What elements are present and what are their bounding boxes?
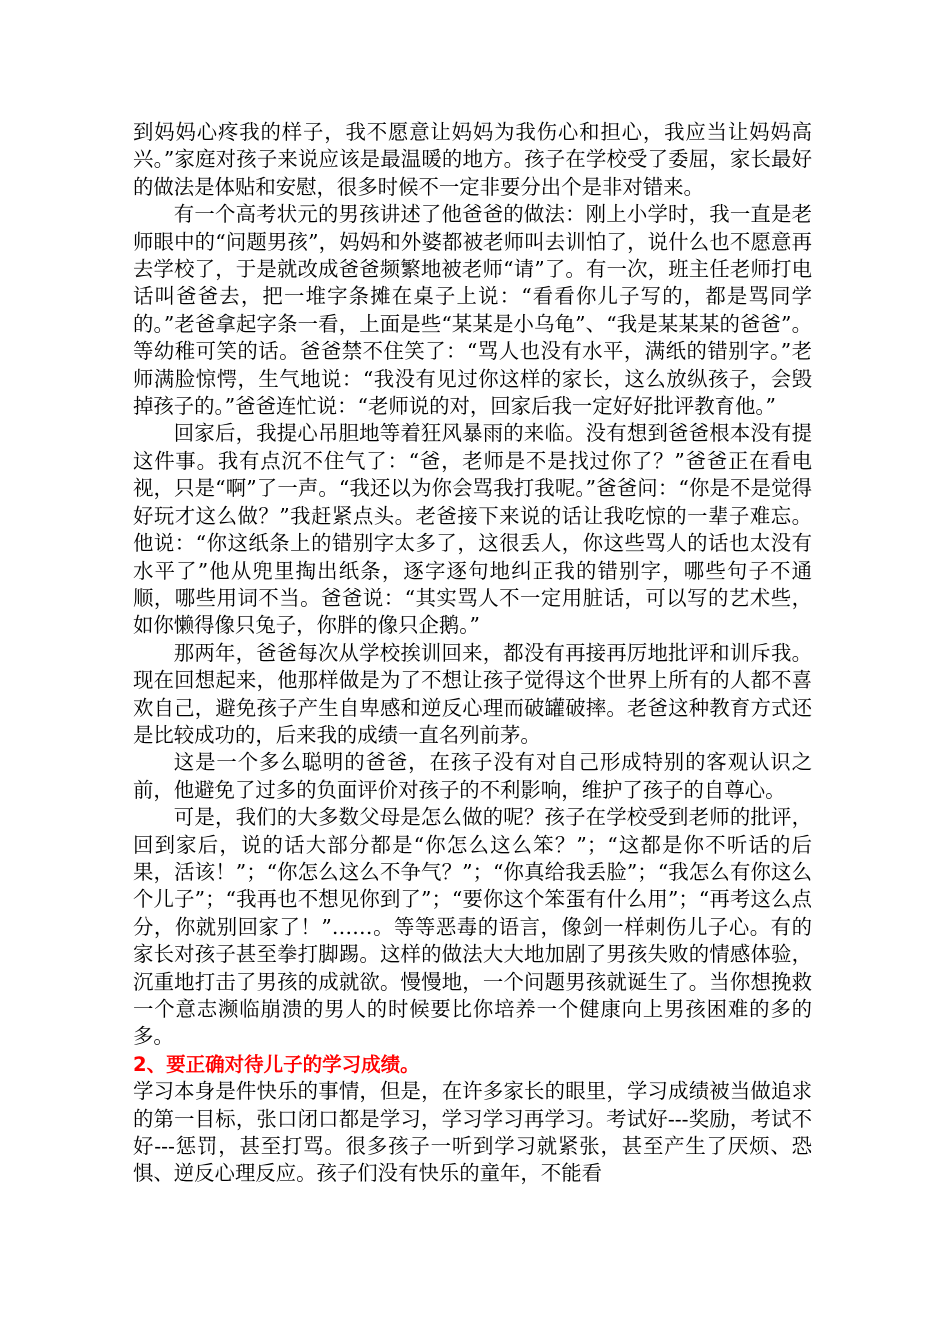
paragraph-continuation: 到妈妈心疼我的样子，我不愿意让妈妈为我伤心和担心，我应当让妈妈高兴。”家庭对孩子来说应该是最温暖的地方。孩子在学校受了委屈，家长最好的做法是体贴和安慰，很多时候不一定非要分出个是非对错来。 xyxy=(133,120,812,199)
section-heading: 2、要正确对待儿子的学习成绩。 xyxy=(133,1052,420,1076)
paragraph-study-grades: 学习本身是件快乐的事情，但是，在许多家长的眼里，学习成绩被当做追求的第一目标，张口闭口都是学习，学习学习再学习。考试好---奖励，考试不好---惩罚，甚至打骂。很多孩子一听到学习就紧张，甚至产生了厌烦、恐惧、逆反心理反应。孩子们没有快乐的童年，不能看 xyxy=(133,1079,812,1186)
paragraph-two-years: 那两年，爸爸每次从学校挨训回来，都没有再接再厉地批评和训斥我。现在回想起来，他那样做是为了不想让孩子觉得这个世界上所有的人都不喜欢自己，避免孩子产生自卑感和逆反心理而破罐破摔。老爸这种教育方式还是比较成功的，后来我的成绩一直名列前茅。 xyxy=(133,640,812,747)
document-page xyxy=(133,119,812,1188)
paragraph-most-parents: 可是，我们的大多数父母是怎么做的呢？孩子在学校受到老师的批评，回到家后，说的话大部分都是“你怎么这么笨？”；“这都是你不听话的后果，活该！”；“你怎么这么不争气？”；“你真给我丢脸”；“我怎么有你这么个儿子”；“我再也不想见你到了”；“要你这个笨蛋有什么用”；“再考这么点分，你就别回家了！”……。等等恶毒的语言，像剑一样刺伤儿子心。有的家长对孩子甚至拳打脚踢。这样的做法大大地加剧了男孩失败的情感体验，沉重地打击了男孩的成就欲。慢慢地，一个问题男孩就诞生了。当你想挽救一个意志濒临崩溃的男人的时候要比你培养一个健康向上男孩困难的多的多。 xyxy=(133,805,812,1049)
paragraph-gaokao-story: 有一个高考状元的男孩讲述了他爸爸的做法：刚上小学时，我一直是老师眼中的“问题男孩”，妈妈和外婆都被老师叫去训怕了，说什么也不愿意再去学校了，于是就改成爸爸频繁地被老师“请”了。有一次，班主任老师打电话叫爸爸去，把一堆字条摊在桌子上说：“看看你儿子写的，都是骂同学的。”老爸拿起字条一看，上面是些“某某是小乌龟”、“我是某某某的爸爸”。等幼稚可笑的话。爸爸禁不住笑了：“骂人也没有水平，满纸的错别字。”老师满脸惊愕，生气地说：“我没有见过你这样的家长，这么放纵孩子，会毁掉孩子的。”爸爸连忙说：“老师说的对，回家后我一定好好批评教育他。” xyxy=(133,202,812,419)
paragraph-after-home: 回家后，我提心吊胆地等着狂风暴雨的来临。没有想到爸爸根本没有提这件事。我有点沉不住气了：“爸，老师是不是找过你了？”爸爸正在看电视，只是“啊”了一声。“我还以为你会骂我打我呢。”爸爸问：“你是不是觉得好玩才这么做？”我赶紧点头。老爸接下来说的话让我吃惊的一辈子难忘。他说：“你这纸条上的错别字太多了，这很丢人，你这些骂人的话也太没有水平了”他从兜里掏出纸条，逐字逐句地纠正我的错别字，哪些句子不通顺，哪些用词不当。爸爸说：“其实骂人不一定用脏话，可以写的艺术些，如你懒得像只兔子，你胖的像只企鹅。” xyxy=(133,421,812,638)
paragraph-smart-father: 这是一个多么聪明的爸爸，在孩子没有对自己形成特别的客观认识之前，他避免了过多的负面评价对孩子的不利影响，维护了孩子的自尊心。 xyxy=(133,750,812,802)
